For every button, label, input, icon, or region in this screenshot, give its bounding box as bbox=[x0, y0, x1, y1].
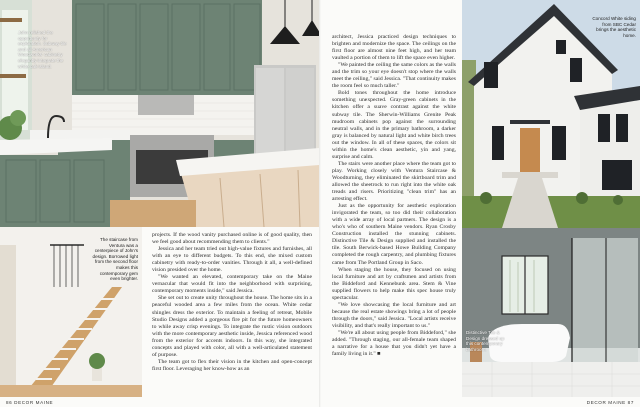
paragraph: "We love showcasing the local furniture and art because the real estate showings bring a lot of people through the doors," said Jessica. "Local artists receive visibility, and that's really important to us." bbox=[332, 301, 456, 329]
right-page-folio: DECOR MAINE 87 bbox=[586, 400, 634, 405]
kitchen-photo bbox=[0, 0, 319, 227]
bathroom-caption: Distinctive Tile & Design dressed up this contemporary bathroom. bbox=[466, 330, 505, 352]
paragraph: Jessica and her team tried out high-value fixtures and furnishes, all with an eye to different budgets. To this end, she mixed custom cabinetry with ready-to-order vanities. Through it all, a well-defined vision presided over the home. bbox=[152, 246, 312, 274]
exterior-caption: Concord White siding from SBC Cedar brings the aesthetic home. bbox=[592, 16, 636, 38]
paragraph: "We're all about using people from Biddeford," she added. "Through staging, our all-female team shaped a narrative for a house that you didn't yet have a family living in it." ■ bbox=[332, 329, 456, 358]
paragraph: architect, Jessica practiced design techniques to brighten and modernize the space. The ceilings on the first floor are almost nine feet high, and her team vaulted a portion of them to lift the space even higher. bbox=[332, 34, 456, 62]
paragraph: projects. If the wood vanity purchased online is of good quality, then we feel good about recommending them to clients." bbox=[152, 232, 312, 246]
bathroom-illustration bbox=[462, 228, 640, 397]
left-body-column bbox=[152, 232, 312, 373]
paragraph: The team got to flex their vision in the kitchen and open-concept first floor. Leveraging her know-how as an bbox=[152, 358, 312, 372]
bathroom-photo bbox=[462, 228, 640, 397]
paragraph: When staging the house, they focused on using local furniture and art by craftsmen and artists from the Biddeford and Kennebunk area. Stem & Vine supplied flowers to help make this spec house truly spectacular. bbox=[332, 266, 456, 301]
paragraph: She set out to create unity throughout the house. The home sits in a peaceful wooded area a few miles from the ocean. White cedar shingles dress the exterior. To maintain a feeling of retreat, Mobile Studio Designs added a gorgeous fire pit for the future homeowners to while away crisp evenings. To integrate the rustic vision outdoors with the more contemporary aesthetic inside, Jessica referenced wood from the exterior for accents indoors. In this way, she integrated concepts and played with color, all with a well-articulated statement of purpose. bbox=[152, 295, 312, 358]
spine-gutter bbox=[319, 0, 321, 407]
kitchen-caption: John relished the opportunity for exploration. Subway tile and all American Woodworks' cabinetry elegantly integrate the white oak island. bbox=[18, 30, 67, 69]
paragraph: Just as the opportunity for aesthetic exploration invigorated the team, so too did their collaboration with a wide array of local partners. The design is a who's who of southern Maine vendors. Ryan Crosby Construction installed the stunning cabinets. Distinctive Tile & Design supplied and installed the tile. South Berwick-based Howe Building Company completed the rough carpentry, and plumbing fixtures came from The Portland Group in Saco. bbox=[332, 203, 456, 266]
staircase-photo bbox=[0, 227, 142, 397]
paragraph: "We wanted an elevated, contemporary take on the Maine vernacular that would fit into the neighborhood with surprising, contemporary moments inside," said Jessica. bbox=[152, 274, 312, 295]
exterior-photo bbox=[462, 0, 640, 228]
staircase-caption: The staircase from Ventura was a centerpiece of John's design. Borrowed light from the second floor makes this contemporary gem even brighter. bbox=[92, 237, 138, 282]
paragraph: "We painted the ceiling the same colors as the walls and the trim so your eye doesn't stop where the walls meet the ceiling," said Jessica. "That continuity makes the room feel so much taller." bbox=[332, 62, 456, 90]
middle-body-column bbox=[332, 34, 456, 358]
paragraph: Bold tones throughout the home introduce something unexpected. Gray-green cabinets in the kitchen offer a suave contrast against the white subway tile. The Sherwin-Williams Grenite Peak mudroom cabinets pop against the surrounding neutral walls, and in the primary bathroom, a darker gray is balanced by natural light and white birch trees out the window. In all of these spaces, the colors sit within the home's clean aesthetic, yin and yang, surprise and calm. bbox=[332, 90, 456, 160]
left-page-folio: 86 DECOR MAINE bbox=[6, 400, 54, 405]
paragraph: The stairs were another place where the team got to play. Working closely with Ventura Staircase & Woodturning, they eliminated the skirtboard trim and allowed the sheetrock to run right into the white oak treads and risers. Prioritizing "clean trim" has an arresting effect. bbox=[332, 160, 456, 203]
